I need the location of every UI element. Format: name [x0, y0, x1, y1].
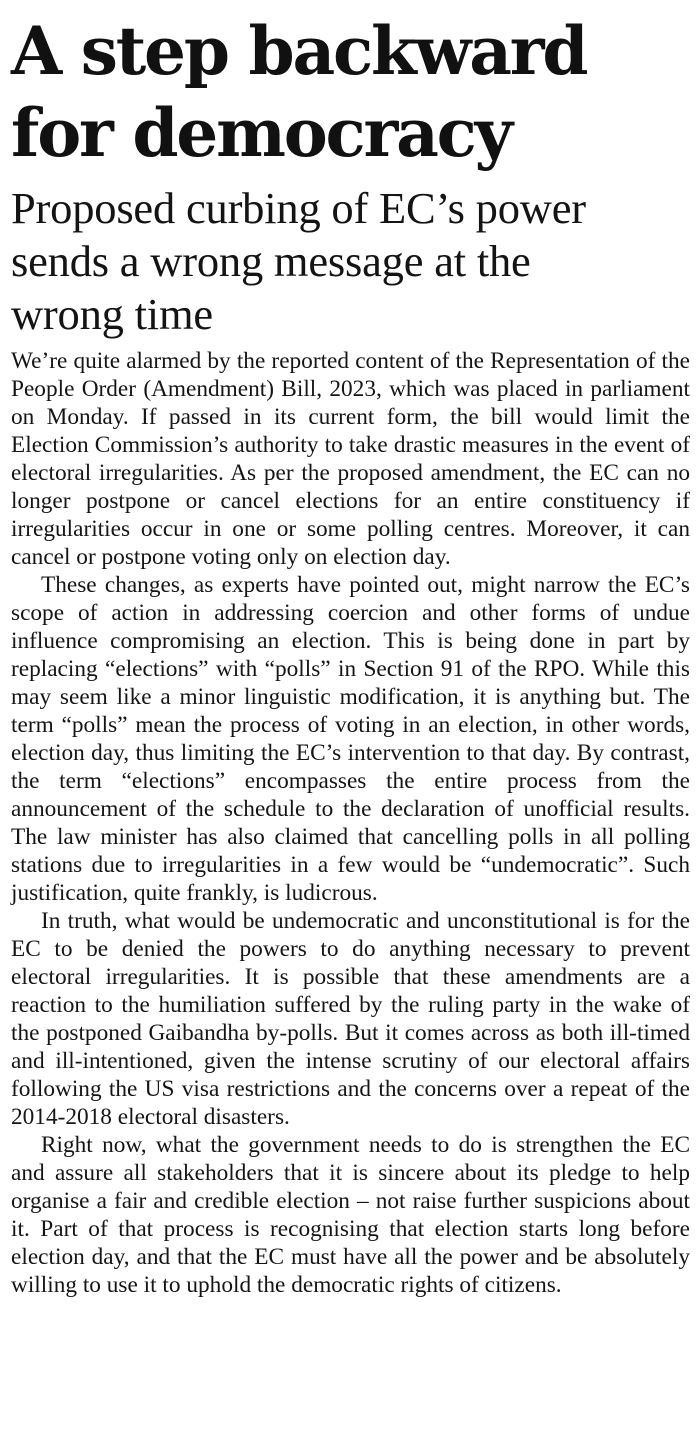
- body-paragraph: Right now, what the government needs to do is strengthen the EC and assure all stakeholders that it is sincere about its pledge to help organise a fair and credible election – not raise further suspicions about it. Part of that process is recognising that election starts long before election day, and that the EC must have all the power and be absolutely willing to use it to uphold the democratic rights of citizens.: [11, 1132, 690, 1298]
- subheadline-line: Proposed curbing of EC’s power: [11, 183, 586, 233]
- article-body: [11, 347, 690, 1299]
- body-paragraph: We’re quite alarmed by the reported content of the Representation of the People Order (Amendment) Bill, 2023, which was placed in parliament on Monday. If passed in its current form, the bill would limit the Election Commission’s authority to take drastic measures in the event of electoral irregularities. As per the proposed amendment, the EC can no longer postpone or cancel elections for an entire constituency if irregularities occur in one or some polling centres. Moreover, it can cancel or postpone voting only on election day.: [11, 348, 690, 570]
- headline-line: A step backward: [11, 12, 587, 90]
- subheadline-line: wrong time: [11, 289, 213, 339]
- subheadline-line: sends a wrong message at the: [11, 236, 531, 286]
- body-paragraph: In truth, what would be undemocratic and unconstitutional is for the EC to be denied the powers to do anything necessary to prevent electoral irregularities. It is possible that these amendments are a reaction to the humiliation suffered by the ruling party in the wake of the postponed Gaibandha by-polls. But it comes across as both ill-timed and ill-intentioned, given the intense scrutiny of our electoral affairs following the US visa restrictions and the concerns over a repeat of the 2014-2018 electoral disasters.: [11, 908, 690, 1130]
- headline-line: for democracy: [11, 94, 511, 172]
- body-paragraph: These changes, as experts have pointed out, might narrow the EC’s scope of action in addressing coercion and other forms of undue influence compromising an election. This is being done in part by replacing “elections” with “polls” in Section 91 of the RPO. While this may seem like a minor linguistic modification, it is anything but. The term “polls” mean the process of voting in an election, in other words, election day, thus limiting the EC’s intervention to that day. By contrast, the term “elections” encompasses the entire process from the announcement of the schedule to the declaration of unofficial results. The law minister has also claimed that cancelling polls in all polling stations due to irregularities in a few would be “undemocratic”. Such justification, quite frankly, is ludicrous.: [11, 572, 690, 906]
- subheadline: [11, 182, 690, 341]
- headline: [11, 10, 690, 174]
